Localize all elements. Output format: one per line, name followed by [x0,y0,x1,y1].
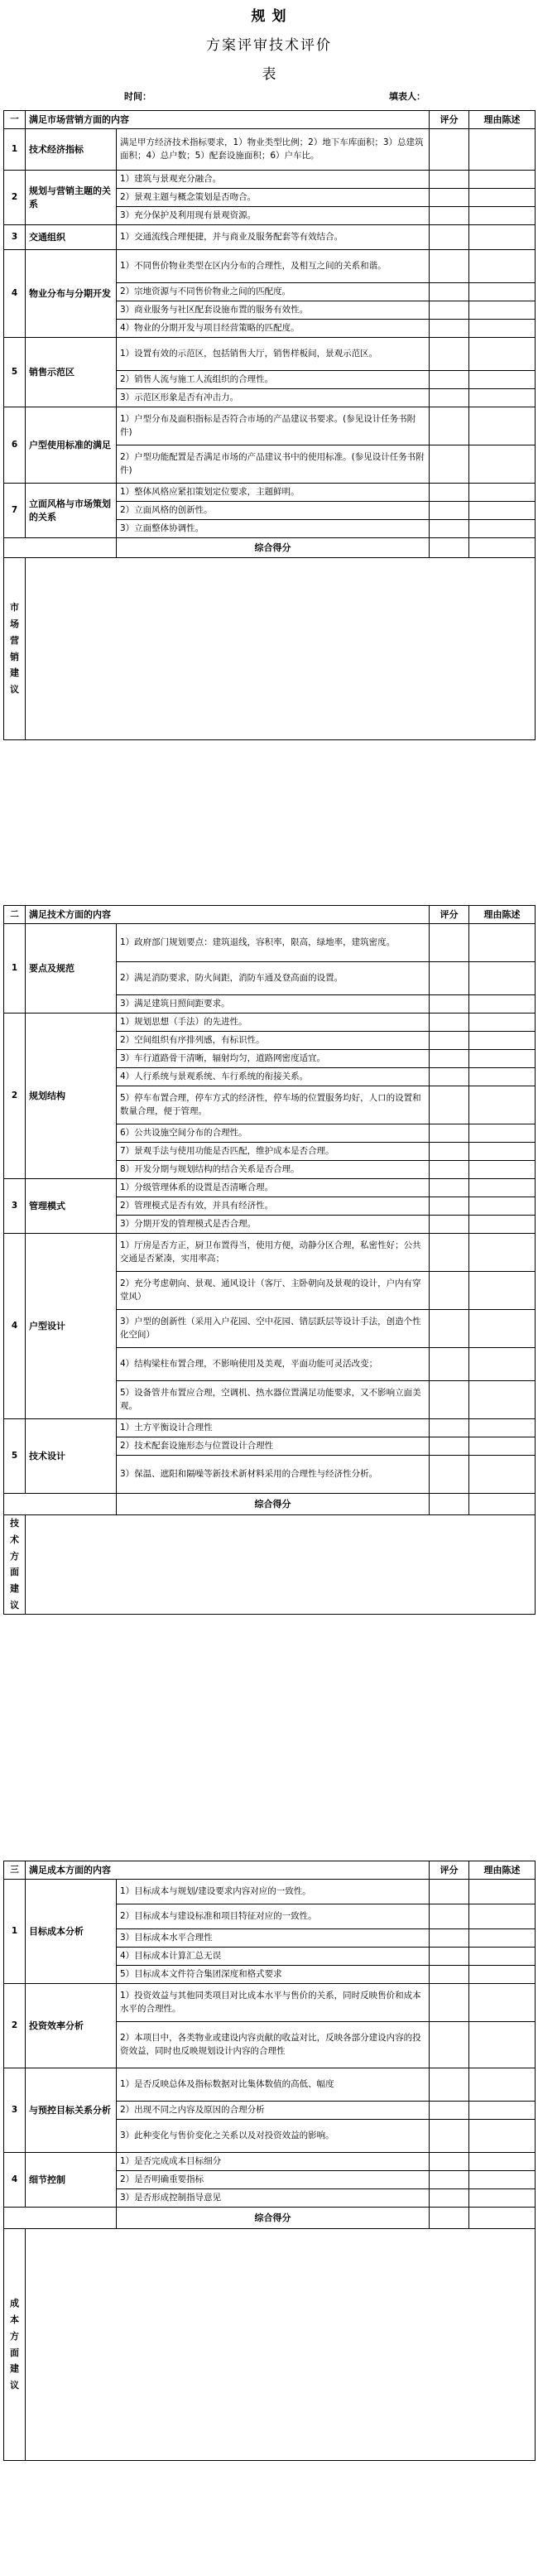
reason-cell[interactable] [469,1161,536,1179]
score-cell[interactable] [430,389,469,407]
group-category: 立面风格与市场策划的关系 [26,484,117,538]
criterion-text: 2）是否明确重要指标 [117,2171,430,2189]
group-number: 4 [4,1234,26,1419]
criterion-text: 3）立面整体协调性。 [117,520,430,538]
reason-cell[interactable] [469,1904,536,1929]
total-score-row [4,2208,536,2229]
reason-cell[interactable] [469,301,536,320]
criterion-text: 4）目标成本计算汇总无误 [117,1948,430,1966]
score-cell[interactable] [430,1014,469,1032]
table-row [4,338,536,371]
advice-input-area[interactable] [26,2229,536,2461]
score-cell[interactable] [430,1437,469,1456]
advice-label-text: 市场营销建议 [10,602,19,696]
reason-column-header: 理由陈述 [469,906,536,924]
advice-label [4,2229,26,2461]
score-cell[interactable] [430,1381,469,1419]
group-number: 3 [4,1179,26,1234]
section-header-row [4,906,536,924]
score-column-header: 评分 [430,1861,469,1880]
reason-cell[interactable] [469,1966,536,1984]
score-cell[interactable] [430,1050,469,1068]
reason-cell[interactable] [469,320,536,338]
reason-column-header: 理由陈述 [469,111,536,129]
total-score-label: 综合得分 [117,538,430,558]
group-category: 技术经济指标 [26,129,117,171]
criterion-text: 1）分级管理体系的设置是否清晰合理。 [117,1179,430,1197]
criterion-text: 3）商业服务与社区配套设施布置的服务有效性。 [117,301,430,320]
criterion-text: 2）出现不同之内容及原因的合理分析 [117,2102,430,2120]
group-category: 户型设计 [26,1234,117,1419]
reason-cell[interactable] [469,1143,536,1161]
score-column-header: 评分 [430,906,469,924]
total-score-cell[interactable] [430,2208,469,2229]
table-row [4,484,536,502]
group-number: 5 [4,1419,26,1494]
advice-input-area[interactable] [26,1515,536,1615]
reason-cell[interactable] [469,283,536,301]
score-cell[interactable] [430,995,469,1014]
section-title: 满足技术方面的内容 [26,906,430,924]
score-cell[interactable] [430,924,469,962]
criterion-text: 1）厅房是否方正，厨卫布置得当，使用方便，动静分区合理，私密性好；公共交通是否紧凑，实用率高； [117,1234,430,1272]
criterion-text: 8）开发分期与规划结构的结合关系是否合理。 [117,1161,430,1179]
criterion-text: 4）人行系统与景观系统、车行系统的衔接关系。 [117,1068,430,1086]
score-cell[interactable] [430,1948,469,1966]
reason-cell[interactable] [469,2189,536,2208]
total-score-row [4,1494,536,1515]
criterion-text: 1）规划思想（手法）的先进性。 [117,1014,430,1032]
group-category: 户型使用标准的满足 [26,407,117,484]
score-cell[interactable] [430,1032,469,1050]
score-cell[interactable] [430,445,469,484]
reason-cell[interactable] [469,1124,536,1143]
criterion-text: 3）满足建筑日照间距要求。 [117,995,430,1014]
criterion-text: 3）车行道路骨干清晰，辐射均匀，道路网密度适宜。 [117,1050,430,1068]
criterion-text: 2）空间组织有序排列感，有标识性。 [117,1032,430,1050]
table-row [4,1419,536,1437]
total-score-row [4,538,536,558]
table-row [4,171,536,189]
group-number: 2 [4,1984,26,2068]
section-number: 一 [4,111,26,129]
score-cell[interactable] [430,2120,469,2153]
criterion-text: 满足甲方经济技术指标要求，1）物业类型比例；2）地下车库面积；3）总建筑面积；4）总户数；5）配套设施面积；6）户车比。 [117,129,430,171]
form-title-line1: 规 划 [251,8,287,25]
criterion-text: 1）户型分布及面积指标是否符合市场的产品建议书要求。(参见设计任务书附件) [117,407,430,445]
blank-cell [4,1494,117,1515]
total-reason-cell[interactable] [469,1494,536,1515]
time-label: 时间： [124,91,151,102]
criterion-text: 3）是否形成控制指导意见 [117,2189,430,2208]
table-row [4,129,536,171]
reason-cell[interactable] [469,1948,536,1966]
reason-cell[interactable] [469,2068,536,2102]
reason-cell[interactable] [469,502,536,520]
criterion-text: 1）政府部门规划要点：建筑退线，容积率，限高，绿地率，建筑密度。 [117,924,430,962]
reason-cell[interactable] [469,445,536,484]
score-cell[interactable] [430,1234,469,1272]
score-cell[interactable] [430,1068,469,1086]
reason-cell[interactable] [469,1437,536,1456]
score-cell[interactable] [430,225,469,250]
score-cell[interactable] [430,1161,469,1179]
reason-cell[interactable] [469,1086,536,1124]
group-category: 规划与营销主题的关系 [26,171,117,225]
filler-label: 填表人： [389,91,425,102]
criterion-text: 3）目标成本水平合理性 [117,1929,430,1948]
total-score-label: 综合得分 [117,2208,430,2229]
score-cell[interactable] [430,320,469,338]
criterion-text: 6）公共设施空间分布的合理性。 [117,1124,430,1143]
table-row [4,407,536,445]
criterion-text: 2）立面风格的创新性。 [117,502,430,520]
group-category: 交通组织 [26,225,117,250]
criterion-text: 3）此种变化与售价变化之关系以及对投资效益的影响。 [117,2120,430,2153]
group-number: 2 [4,1014,26,1179]
reason-cell[interactable] [469,1880,536,1904]
score-cell[interactable] [430,520,469,538]
reason-cell[interactable] [469,1068,536,1086]
criterion-text: 2）满足消防要求，防火间距，消防车通及登高面的设置。 [117,962,430,995]
reason-cell[interactable] [469,189,536,207]
criterion-text: 2）宗地资源与不同售价物业之间的匹配度。 [117,283,430,301]
score-cell[interactable] [430,250,469,283]
table-row [4,1234,536,1272]
table-row [4,1984,536,2022]
table-row [4,924,536,962]
table-row [4,1014,536,1032]
reason-cell[interactable] [469,1234,536,1272]
total-score-cell[interactable] [430,538,469,558]
criterion-text: 5）设备管井布置应合理，空调机、热水器位置满足功能要求，又不影响立面美观。 [117,1381,430,1419]
section-number: 三 [4,1861,26,1880]
reason-cell[interactable] [469,1197,536,1216]
reason-cell[interactable] [469,225,536,250]
score-cell[interactable] [430,1272,469,1310]
group-category: 细节控制 [26,2153,117,2208]
criterion-text: 2）户型功能配置是否满足市场的产品建议书中的使用标准。(参见设计任务书附件) [117,445,430,484]
score-cell[interactable] [430,301,469,320]
reason-cell[interactable] [469,171,536,189]
score-cell[interactable] [430,207,469,225]
criterion-text: 1）不同售价物业类型在区内分布的合理性，及相互之间的关系和谐。 [117,250,430,283]
reason-cell[interactable] [469,389,536,407]
score-cell[interactable] [430,2153,469,2171]
score-cell[interactable] [430,1197,469,1216]
form-header [0,0,538,108]
reason-column-header: 理由陈述 [469,1861,536,1880]
criterion-text: 1）投资效益与其他同类项目对比成本水平与售价的关系，同时反映售价和成本水平的合理性。 [117,1984,430,2022]
group-number: 3 [4,2068,26,2153]
criterion-text: 2）管理模式是否有效，并具有经济性。 [117,1197,430,1216]
score-cell[interactable] [430,1929,469,1948]
advice-row [4,558,536,740]
reason-cell[interactable] [469,2153,536,2171]
reason-cell[interactable] [469,1381,536,1419]
advice-label-text: 成本方面建议 [10,2298,19,2391]
criterion-text: 1）目标成本与规划/建设要求内容对应的一致性。 [117,1880,430,1904]
score-cell[interactable] [430,2189,469,2208]
section-market-table [3,110,536,740]
section-title: 满足成本方面的内容 [26,1861,430,1880]
score-cell[interactable] [430,2022,469,2068]
section-title: 满足市场营销方面的内容 [26,111,430,129]
score-cell[interactable] [430,1086,469,1124]
group-category: 与预控目标关系分析 [26,2068,117,2153]
reason-cell[interactable] [469,338,536,371]
criterion-text: 4）物业的分期开发与项目经营策略的匹配度。 [117,320,430,338]
criterion-text: 3）保温、遮阳和隔噪等新技术新材料采用的合理性与经济性分析。 [117,1456,430,1494]
table-row [4,1880,536,1904]
group-category: 销售示范区 [26,338,117,407]
reason-cell[interactable] [469,1456,536,1494]
reason-cell[interactable] [469,1310,536,1348]
reason-cell[interactable] [469,1179,536,1197]
group-number: 1 [4,924,26,1014]
advice-row [4,1515,536,1615]
reason-cell[interactable] [469,2120,536,2153]
reason-cell[interactable] [469,371,536,389]
reason-cell[interactable] [469,1929,536,1948]
criterion-text: 3）充分保护及利用现有景观资源。 [117,207,430,225]
section-cost-table [3,1861,536,2461]
score-cell[interactable] [430,1124,469,1143]
score-cell[interactable] [430,1179,469,1197]
reason-cell[interactable] [469,484,536,502]
score-cell[interactable] [430,1880,469,1904]
score-column-header: 评分 [430,111,469,129]
criterion-text: 1）设置有效的示范区，包括销售大厅，销售样板间，景观示范区。 [117,338,430,371]
group-category: 要点及规范 [26,924,117,1014]
score-cell[interactable] [430,1310,469,1348]
table-row [4,225,536,250]
criterion-text: 3）示范区形象是否有冲击力。 [117,389,430,407]
criterion-text: 1）交通流线合理便捷，并与商业及服务配套等有效结合。 [117,225,430,250]
group-category: 目标成本分析 [26,1880,117,1984]
score-cell[interactable] [430,1904,469,1929]
score-cell[interactable] [430,407,469,445]
score-cell[interactable] [430,371,469,389]
group-number: 7 [4,484,26,538]
criterion-text: 2）目标成本与建设标准和项目特征对应的一致性。 [117,1904,430,1929]
criterion-text: 2）技术配套设施形态与位置设计合理性 [117,1437,430,1456]
criterion-text: 4）结构梁柱布置合理，不影响使用及美观，平面功能可灵活改变； [117,1348,430,1381]
criterion-text: 5）停车布置合理，停车方式的经济性，停车场的位置服务均好，人口的设置和数量合理，便于管理。 [117,1086,430,1124]
total-score-cell[interactable] [430,1494,469,1515]
group-number: 6 [4,407,26,484]
criterion-text: 3）分期开发的管理模式是否合理。 [117,1216,430,1234]
reason-cell[interactable] [469,924,536,962]
criterion-text: 2）销售人流与施工人流组织的合理性。 [117,371,430,389]
criterion-text: 1）是否反映总体及指标数据对比集体数值的高低、幅度 [117,2068,430,2102]
score-cell[interactable] [430,2171,469,2189]
reason-cell[interactable] [469,207,536,225]
criterion-text: 3）户型的创新性（采用入户花园、空中花园、错层跃层等设计手法，创造个性化空间） [117,1310,430,1348]
criterion-text: 1）整体风格应紧扣策划定位要求，主题鲜明。 [117,484,430,502]
reason-cell[interactable] [469,1014,536,1032]
reason-cell[interactable] [469,129,536,171]
table-row [4,2153,536,2171]
reason-cell[interactable] [469,1419,536,1437]
reason-cell[interactable] [469,1032,536,1050]
criterion-text: 2）本项目中，各类物业或建设内容贡献的收益对比，反映各部分建设内容的投资效益，同时也反映规划设计内容的合理性 [117,2022,430,2068]
score-cell[interactable] [430,338,469,371]
group-category: 物业分布与分期开发 [26,250,117,338]
reason-cell[interactable] [469,2171,536,2189]
group-number: 1 [4,1880,26,1984]
group-number: 1 [4,129,26,171]
score-cell[interactable] [430,1419,469,1437]
reason-cell[interactable] [469,520,536,538]
criterion-text: 2）景观主题与概念策划是否吻合。 [117,189,430,207]
criterion-text: 1）土方平衡设计合理性 [117,1419,430,1437]
group-number: 5 [4,338,26,407]
section-header-row [4,1861,536,1880]
total-reason-cell[interactable] [469,538,536,558]
criterion-text: 5）目标成本文件符合集团深度和格式要求 [117,1966,430,1984]
total-reason-cell[interactable] [469,2208,536,2229]
reason-cell[interactable] [469,2022,536,2068]
score-cell[interactable] [430,2102,469,2120]
advice-row [4,2229,536,2461]
criterion-text: 7）景观手法与使用功能是否匹配，维护成本是否合理。 [117,1143,430,1161]
advice-input-area[interactable] [26,558,536,740]
score-cell[interactable] [430,1984,469,2022]
reason-cell[interactable] [469,407,536,445]
blank-cell [4,2208,117,2229]
criterion-text: 1）建筑与景观充分融合。 [117,171,430,189]
score-cell[interactable] [430,171,469,189]
total-score-label: 综合得分 [117,1494,430,1515]
group-category: 规划结构 [26,1014,117,1179]
form-title-line3: 表 [262,66,276,83]
score-cell[interactable] [430,1456,469,1494]
group-number: 3 [4,225,26,250]
reason-cell[interactable] [469,962,536,995]
score-cell[interactable] [430,1348,469,1381]
score-cell[interactable] [430,2068,469,2102]
group-number: 4 [4,2153,26,2208]
section-header-row [4,111,536,129]
section-number: 二 [4,906,26,924]
score-cell[interactable] [430,1966,469,1984]
reason-cell[interactable] [469,1050,536,1068]
score-cell[interactable] [430,129,469,171]
criterion-text: 2）充分考虑朝向、景观、通风设计（客厅、主卧朝向及景观的设计，户内有穿堂风） [117,1272,430,1310]
reason-cell[interactable] [469,1348,536,1381]
form-title-line2: 方案评审技术评价 [206,37,332,54]
reason-cell[interactable] [469,1984,536,2022]
score-cell[interactable] [430,1216,469,1234]
table-row [4,250,536,283]
reason-cell[interactable] [469,1216,536,1234]
section-tech-table [3,905,536,1615]
group-category: 管理模式 [26,1179,117,1234]
criterion-text: 1）是否完成成本目标细分 [117,2153,430,2171]
advice-label [4,558,26,740]
advice-label-text: 技术方面建议 [10,1518,19,1611]
group-number: 4 [4,250,26,338]
score-cell[interactable] [430,283,469,301]
reason-cell[interactable] [469,2102,536,2120]
score-cell[interactable] [430,189,469,207]
reason-cell[interactable] [469,1272,536,1310]
score-cell[interactable] [430,962,469,995]
reason-cell[interactable] [469,250,536,283]
group-category: 技术设计 [26,1419,117,1494]
blank-cell [4,538,117,558]
table-row [4,2068,536,2102]
score-cell[interactable] [430,1143,469,1161]
score-cell[interactable] [430,484,469,502]
reason-cell[interactable] [469,995,536,1014]
score-cell[interactable] [430,502,469,520]
group-category: 投资效率分析 [26,1984,117,2068]
advice-label [4,1515,26,1615]
table-row [4,1179,536,1197]
group-number: 2 [4,171,26,225]
